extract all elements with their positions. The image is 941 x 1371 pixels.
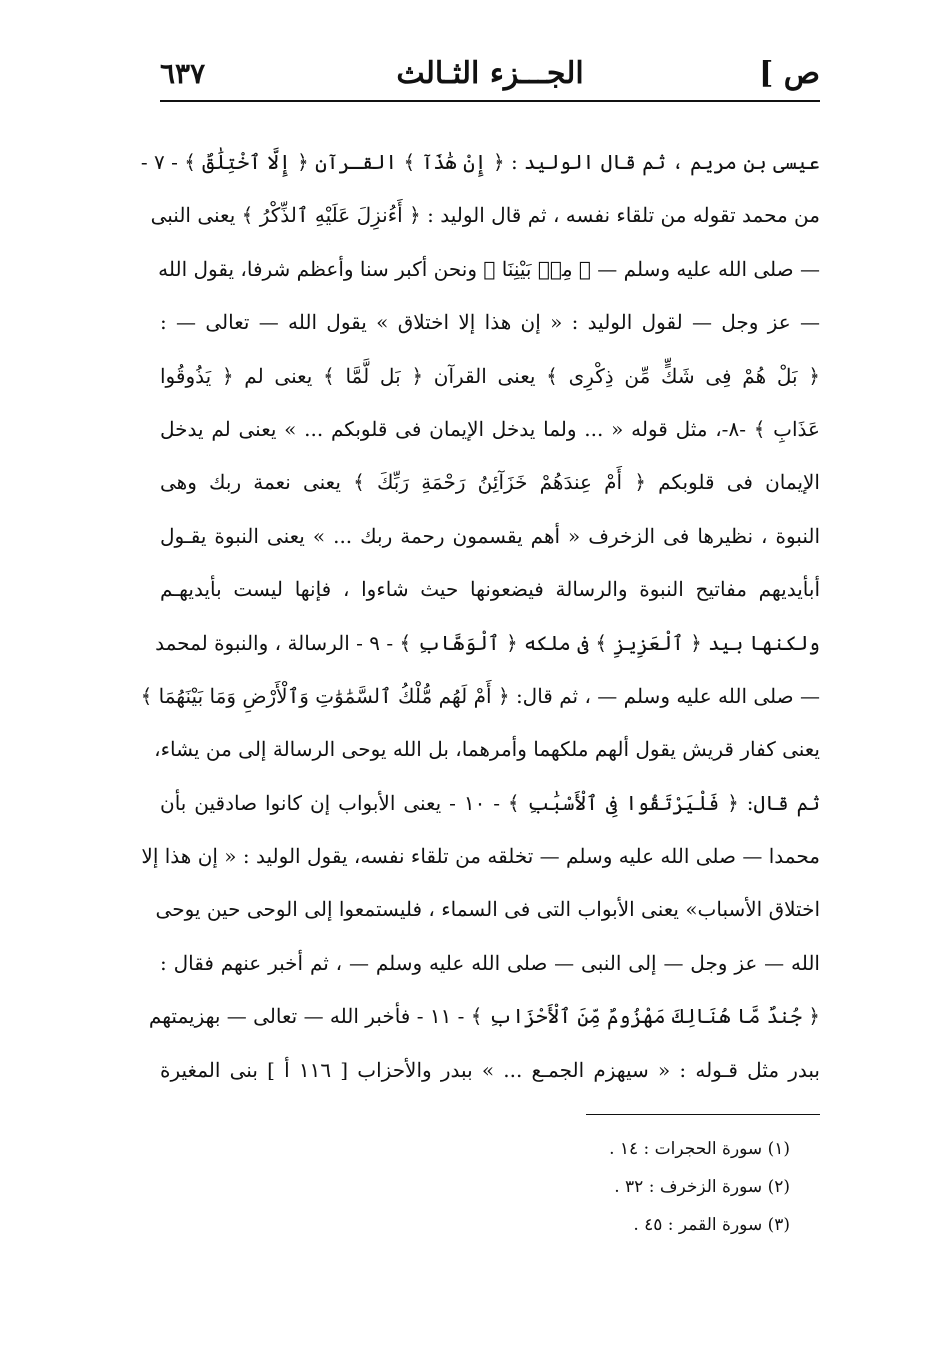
- text-line: ثم قال: ﴿ فَلْيَرْتَقُوا فِى ٱلْأَسْبَٰبِ ﴾ - ١٠ - يعنى الأبواب إن كانوا صادقين بأن: [160, 790, 821, 815]
- text-line: ﴿ جُندٌ مَّا هُنَالِكَ مَهْزُومٌ مِّنَ ٱلْأَحْزَابِ ﴾ - ١١ - فأخبر الله — تعالى — بهزيمتهم: [148, 1004, 820, 1029]
- text-line: الإيمان فى قلوبكم ﴿ أَمْ عِندَهُمْ خَزَآئِنُ رَحْمَةِ رَبِّكَ ﴾ يعنى نعمة ربك وهى: [160, 470, 820, 495]
- main-text: [140, 136, 821, 1097]
- footnote-item: (٣) سورة القمر : ٤٥ .: [633, 1215, 790, 1235]
- text-line: الله — عز وجل — إلى النبى — صلى الله عليه وسلم — ، ثم أخبر عنهم فقال :: [160, 950, 820, 975]
- text-line: — صلى الله عليه وسلم — ، ثم قال: ﴿ أَمْ لَهُم مُّلْكُ ٱلسَّمَٰوَٰتِ وَٱلْأَرْضِ وَمَا بَيْنَهُمَا ﴾: [140, 683, 820, 708]
- section-reference: ص ]: [759, 56, 820, 91]
- text-line: ولكنها بيد ﴿ ٱلْعَزِيزِ ﴾ فى ملكه ﴿ ٱلْوَهَّابِ ﴾ - ٩ - الرسالة ، والنبوة لمحمد: [155, 630, 820, 655]
- running-title: الجـــزء الثـالث: [396, 56, 584, 91]
- text-line: — عز وجل — لقول الوليد : « إن هذا إلا اختلاق » يقول الله — تعالى — :: [160, 310, 820, 335]
- text-line: يعنى كفار قريش يقول ألهم ملكهما وأمرهما، بل الله يوحى الرسالة إلى من يشاء،: [154, 737, 820, 762]
- text-line: ببدر مثل قـوله : « سيهزم الجمـع ... » ببدر والأحزاب [ ١١٦ أ ] بنى المغيرة: [160, 1057, 820, 1082]
- text-line: — صلى الله عليه وسلم — ﴿ مِنۢ بَيْنِنَا ﴾ ونحن أكبر سنا وأعظم شرفا، يقول الله: [158, 256, 820, 281]
- footnote-item: (٢) سورة الزخرف : ٣٢ .: [614, 1177, 790, 1197]
- text-line: النبوة ، نظيرها فى الزخرف « أهم يقسمون رحمة ربك ... » يعنى النبوة يقـول: [160, 523, 820, 548]
- text-line: محمدا — صلى الله عليه وسلم — تخلقه من تلقاء نفسه، يقول الوليد : « إن هذا إلا: [141, 844, 820, 869]
- footnote-item: (١) سورة الحجرات : ١٤ .: [609, 1139, 790, 1159]
- footnotes: [500, 1130, 790, 1244]
- footnote-divider: [586, 1114, 820, 1115]
- text-line: أبأيديهم مفاتيح النبوة والرسالة فيضعونها حيث شاءوا ، فإنها ليست بأيديهـم: [160, 577, 820, 602]
- text-line: عيسى بن مريم ، ثم قال الوليد : ﴿ إِنْ هَٰذَآ ﴾ القـرآن ﴿ إِلَّا ٱخْتِلَٰقٌ ﴾ - ٧ -: [140, 150, 820, 174]
- text-line: من محمد تقوله من تلقاء نفسه ، ثم قال الوليد : ﴿ أَءُنزِلَ عَلَيْهِ ٱلذِّكْرُ ﴾ يعنى النبى: [150, 203, 820, 228]
- text-line: ﴿ بَلْ هُمْ فِى شَكٍّ مِّن ذِكْرِى ﴾ يعنى القرآن ﴿ بَل لَّمَّا ﴾ يعنى لم ﴿ يَذُوقُوا: [160, 363, 820, 388]
- header-divider: [160, 100, 820, 102]
- text-line: عَذَابِ ﴾ -٨-، مثل قوله « ... ولما يدخل الإيمان فى قلوبكم ... » يعنى لم يدخل: [160, 416, 820, 441]
- text-line: اختلاق الأسباب» يعنى الأبواب التى فى السماء ، فليستمعوا إلى الوحى حين يوحى: [155, 897, 820, 922]
- page-number: ٦٣٧: [160, 57, 206, 90]
- page-header: [160, 52, 820, 96]
